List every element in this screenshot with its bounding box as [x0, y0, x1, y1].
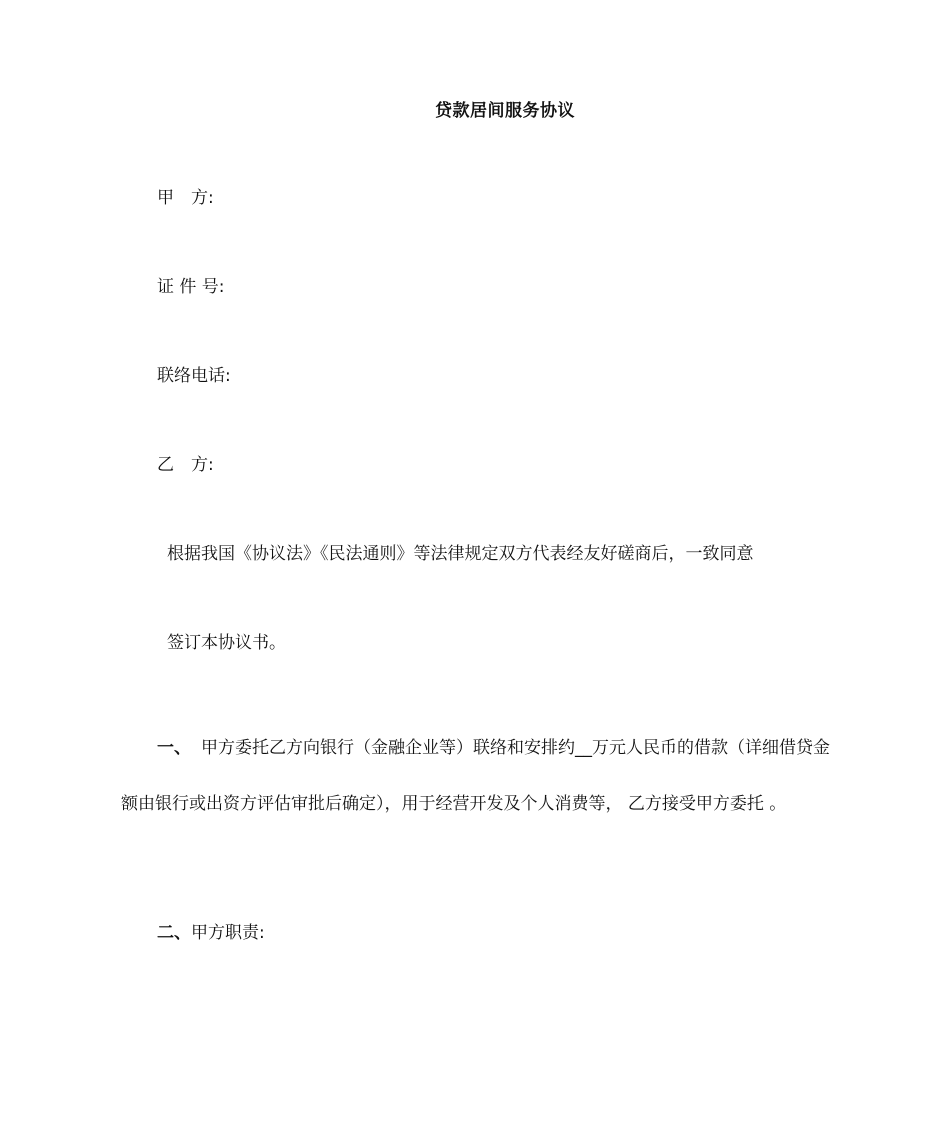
document-title: 贷款居间服务协议: [435, 101, 575, 121]
clause-one-text: 甲方委托乙方向银行（金融企业等）联络和安排约__万元人民币的借款（详细借贷金额由银行或出资方评估审批后确定），用于经营开发及个人消费等， 乙方接受甲方委托 。: [121, 738, 830, 814]
id-number-label: 证 件 号:: [157, 277, 225, 297]
clause-one-number: 一、: [157, 738, 191, 758]
clause-two: [157, 921, 265, 945]
clause-two-number: 二、: [157, 923, 191, 943]
party-b-label: 乙 方:: [157, 455, 214, 475]
intro-line-1: 根据我国《协议法》《民法通则》等法律规定双方代表经友好磋商后，一致同意: [167, 544, 754, 564]
party-a-label: 甲 方:: [157, 188, 214, 208]
clause-one: [121, 720, 831, 832]
intro-line-2: 签订本协议书。: [167, 633, 286, 653]
phone-label: 联络电话:: [157, 366, 231, 386]
clause-two-text: 甲方职责:: [191, 923, 265, 943]
